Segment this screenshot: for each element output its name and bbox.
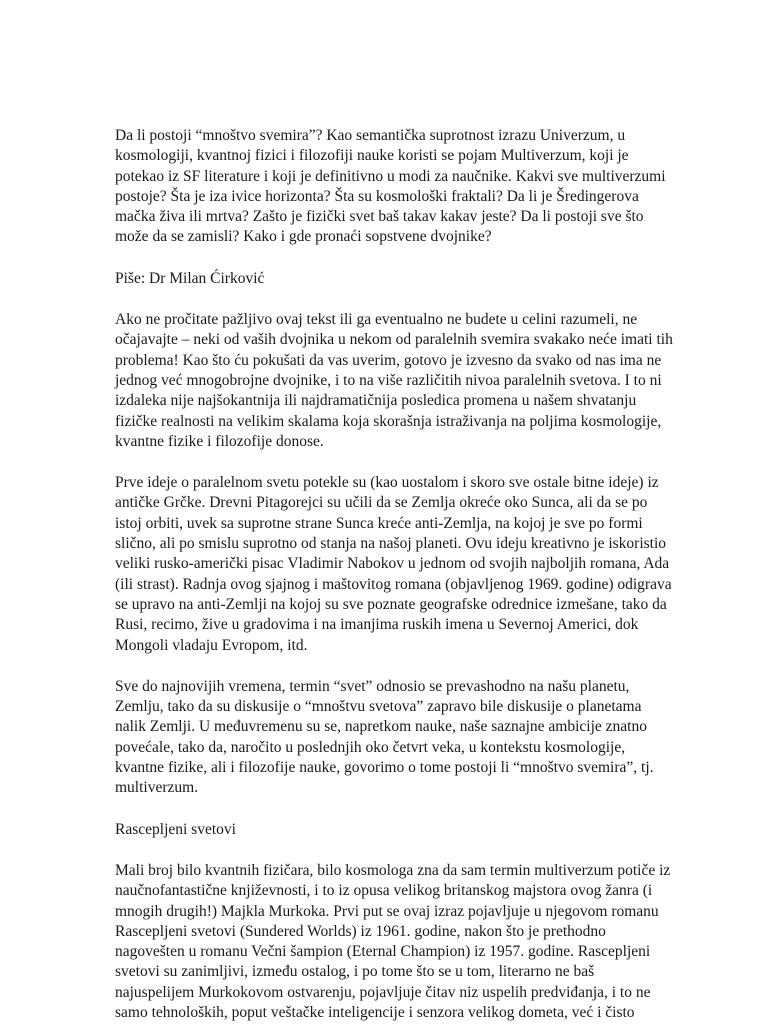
body-paragraph-3: Sve do najnovijih vremena, termin “svet” odnosio se prevashodno na našu planetu, Zemlju, tako da su diskusije o “mnoštvu svetova” zapravo bile diskusije o planetama nalik Zemlji. U međuvremenu su se, napretkom nauke, naše saznajne ambicije znatno povećale, tako da, naročito u poslednjih oko četvrt veka, u kontekstu kosmologije, kvantne fizike, ali i filozofije nauke, govorimo o tome postoji li “mnoštvo svemira”, tj. multiverzum. (115, 677, 654, 797)
byline: Piše: Dr Milan Ćirković (115, 269, 265, 287)
body-paragraph-4: Mali broj bilo kvantnih fizičara, bilo kosmologa zna da sam termin multiverzum potiče iz naučnofantastične književnosti, i to iz opusa velikog britanskog majstora ovog žanra (i mnogih drugih!) Majkla Murkoka. Prvi put se ovaj izraz pojavljuje u njegovom romanu Rascepljeni svetovi (Sundered Worlds) iz 1961. godine, nakon što je prethodno nagovešten u romanu Večni šampion (Eternal Champion) iz 1957. godine. Rascepljeni svetovi su zanimljivi, između ostalog, i po tome što se u tom, literarno ne baš najuspelijem Murkokovom ostvarenju, pojavljuje čitav niz uspelih predviđanja, i to ne samo tehnoloških, poput veštačke inteligencije i senzora velikog dometa, već i čisto (115, 861, 671, 1021)
section-heading: Rascepljeni svetovi (115, 820, 236, 838)
body-paragraph-2: Prve ideje o paralelnom svetu potekle su (kao uostalom i skoro sve ostale bitne ideje) iz antičke Grčke. Drevni Pitagorejci su učili da se Zemlja okreće oko Sunca, ali da se po istoj orbiti, uvek sa suprotne strane Sunca kreće anti-Zemlja, na kojoj je sve po formi slično, ali po smislu suprotno od stanja na našoj planeti. Ovu ideju kreativno je iskoristio veliki rusko-američki pisac Vladimir Nabokov u jednom od svojih najboljih romana, Ada (ili strast). Radnja ovog sjajnog i maštovitog romana (objavljenog 1969. godine) odigrava se upravo na anti-Zemlji na kojoj su sve poznate geografske odrednice izmešane, tako da Rusi, recimo, žive u gradovima i na imanjima ruskih imena u Severnoj Americi, dok Mongoli vladaju Evropom, itd. (115, 474, 672, 654)
intro-paragraph: Da li postoji “mnoštvo svemira”? Kao semantička suprotnost izrazu Univerzum, u kosmologiji, kvantnoj fizici i filozofiji nauke koristi se pojam Multiverzum, koji je potekao iz SF literature i koji je definitivno u modi za naučnike. Kakvi sve multiverzumi postoje? Šta je iza ivice horizonta? Šta su kosmološki fraktali? Da li je Šredingerova mačka živa ili mrtva? Zašto je fizički svet baš takav kakav jeste? Da li postoji sve što može da se zamisli? Kako i gde pronaći sopstvene dvojnike? (115, 127, 666, 246)
document-page (115, 126, 675, 1023)
body-paragraph-1: Ako ne pročitate pažljivo ovaj tekst ili ga eventualno ne budete u celini razumeli, ne očajavajte – neki od vaših dvojnika u nekom od paralelnih svemira svakako neće imati tih problema! Kao što ću pokušati da vas uverim, gotovo je izvesno da svako od nas ima ne jednog već mnogobrojne dvojnike, i to na više različitih nivoa paralelnih svetova. I to ni izdaleka nije najšokantnija ili najdramatičnija posledica promena u našem shvatanju fizičke realnosti na velikim skalama koja skorašnja istraživanja na poljima kosmologije, kvantne fizike i filozofije donose. (115, 311, 673, 450)
